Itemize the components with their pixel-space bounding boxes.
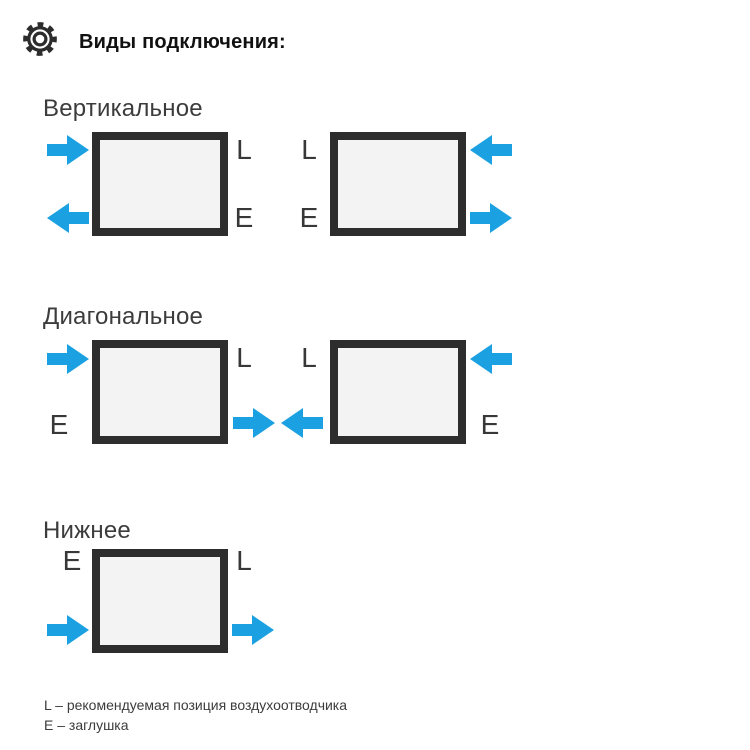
radiator-box [330, 132, 466, 236]
outlet-arrow-left-icon [281, 408, 323, 438]
inlet-arrow-right-icon [47, 615, 89, 645]
section-label-bottom: Нижнее [43, 517, 131, 544]
outlet-arrow-left-icon [47, 203, 89, 233]
port-label-l: L [301, 134, 317, 165]
page-title: Виды подключения: [79, 31, 286, 53]
port-label-l: L [301, 342, 317, 373]
section-label-vertical: Вертикальное [43, 95, 203, 122]
inlet-arrow-left-icon [470, 135, 512, 165]
gear-icon [21, 20, 59, 58]
inlet-arrow-right-icon [47, 344, 89, 374]
legend [44, 695, 347, 735]
port-label-e: E [234, 202, 254, 233]
port-label-l: L [236, 134, 252, 165]
port-label-e: E [49, 409, 69, 440]
port-label-l: L [236, 342, 252, 373]
outlet-arrow-right-icon [232, 615, 274, 645]
inlet-arrow-left-icon [470, 344, 512, 374]
port-label-e: E [62, 545, 82, 576]
outlet-arrow-right-icon [470, 203, 512, 233]
legend-line-l: L – рекомендуемая позиция воздухоотводчика [44, 697, 348, 713]
radiator-box [92, 340, 228, 444]
legend-line-e: E – заглушка [44, 717, 129, 733]
radiator-box [92, 132, 228, 236]
inlet-arrow-right-icon [47, 135, 89, 165]
port-label-e: E [480, 409, 500, 440]
section-label-diagonal: Диагональное [43, 303, 204, 330]
outlet-arrow-right-icon [233, 408, 275, 438]
radiator-box [92, 549, 228, 653]
radiator-box [330, 340, 466, 444]
port-label-l: L [236, 545, 252, 576]
port-label-e: E [299, 202, 319, 233]
